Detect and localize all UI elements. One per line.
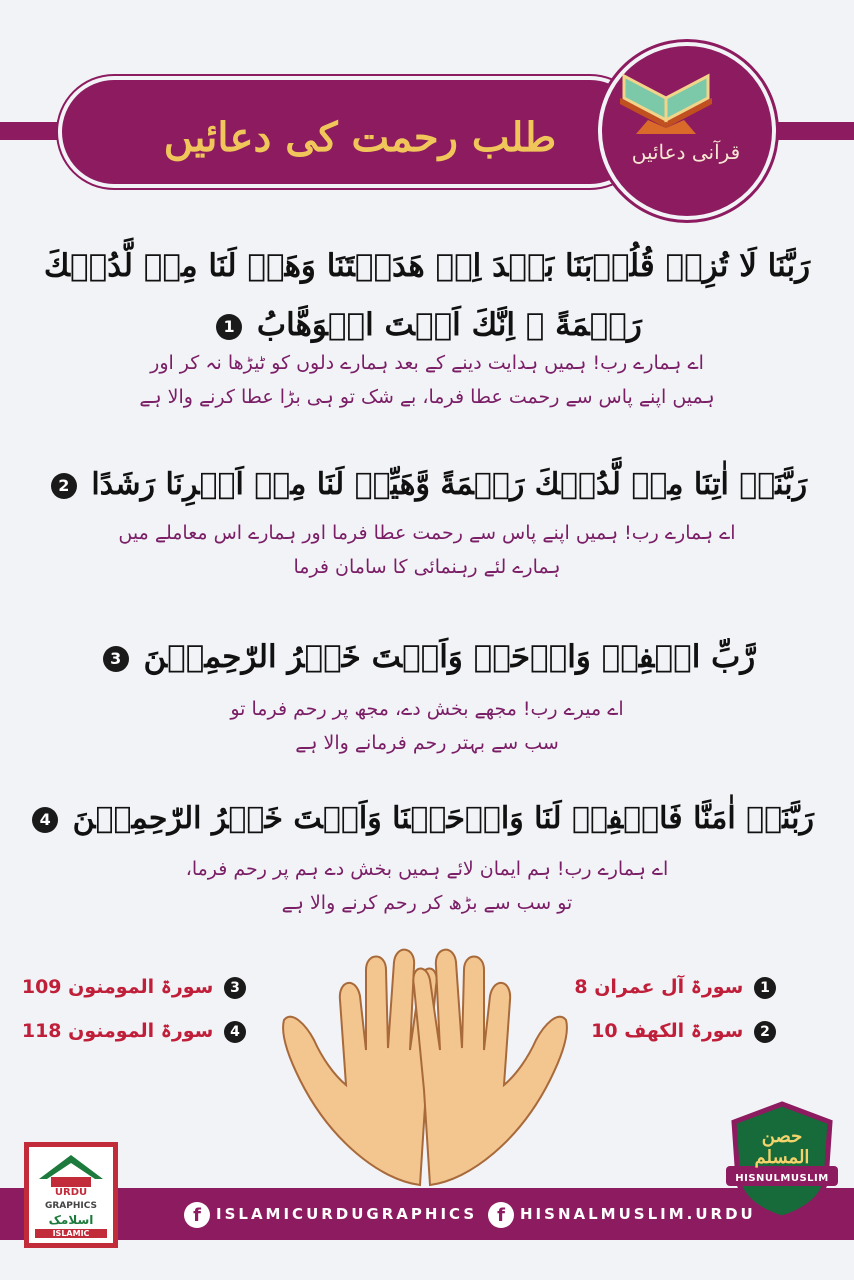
social-right-label: HISNALMUSLIM.URDU bbox=[520, 1205, 756, 1223]
logo-left-bottom: ISLAMIC bbox=[35, 1229, 107, 1238]
facebook-icon: f bbox=[184, 1202, 210, 1228]
dua-2-number: 2 bbox=[51, 473, 77, 499]
page-title: طلب رحمت کی دعائیں bbox=[163, 114, 557, 161]
reference-1-surah: سورۃ آل عمران bbox=[594, 976, 744, 998]
islamic-urdu-graphics-logo bbox=[24, 1142, 118, 1248]
logo-left-top: URDU bbox=[54, 1187, 88, 1198]
reference-3-surah: سورۃ المومنون bbox=[68, 976, 214, 998]
reference-4-number: 4 bbox=[224, 1021, 246, 1043]
dua-2-translation-line-1: اے ہمارے رب! ہمیں اپنے پاس سے رحمت عطا فرما اور ہمارے اس معاملے میں bbox=[118, 522, 736, 544]
logo-roof-icon bbox=[37, 1153, 105, 1189]
dua-3-translation-line-2: سب سے بہتر رحم فرمانے والا ہے bbox=[295, 732, 559, 754]
dua-4-translation-line-2: تو سب سے بڑھ کر رحم کرنے والا ہے bbox=[281, 892, 573, 914]
dua-4-number: 4 bbox=[32, 807, 58, 833]
dua-1-arabic-line-2 bbox=[40, 300, 814, 350]
dua-1-translation bbox=[60, 346, 794, 414]
dua-4-arabic bbox=[40, 792, 814, 846]
dua-1-translation-line-2: ہمیں اپنے پاس سے رحمت عطا فرما، بے شک تو ہی بڑا عطا کرنے والا ہے bbox=[139, 386, 715, 408]
dua-1-arabic-text: رَحۡمَةً ۚ اِنَّكَ اَنۡتَ الۡوَهَّابُ bbox=[256, 307, 642, 343]
reference-3 bbox=[21, 970, 250, 1004]
dua-4-translation bbox=[60, 852, 794, 920]
logo-left-urdu: اسلامک bbox=[48, 1213, 94, 1227]
dua-3-translation-line-1: اے میرے رب! مجھے بخش دے، مجھ پر رحم فرما تو bbox=[230, 698, 624, 720]
badge-label: قرآنی دعائیں bbox=[631, 140, 741, 164]
social-left-label: ISLAMICURDUGRAPHICS bbox=[216, 1205, 478, 1223]
facebook-link-islamicurdugraphics[interactable] bbox=[184, 1196, 477, 1232]
praying-hands-icon bbox=[270, 940, 580, 1190]
dua-2-arabic bbox=[40, 458, 814, 512]
reference-1-number: 1 bbox=[754, 977, 776, 999]
dua-2-arabic-text: رَبَّنَاۤ اٰتِنَا مِنۡ لَّدُنۡكَ رَحۡمَةً وَّهَيِّئۡ لَنَا مِنۡ اَمۡرِنَا رَشَدًا bbox=[91, 467, 808, 502]
logo-right-label: HISNULMUSLIM bbox=[735, 1173, 829, 1184]
reference-3-number: 3 bbox=[224, 977, 246, 999]
dua-1-translation-line-1: اے ہمارے رب! ہمیں ہدایت دینے کے بعد ہمارے دلوں کو ٹیڑھا نہ کر اور bbox=[150, 352, 704, 374]
dua-2-translation bbox=[60, 516, 794, 584]
dua-3-translation bbox=[60, 692, 794, 760]
reference-2 bbox=[591, 1014, 780, 1048]
facebook-link-hisnalmuslim[interactable] bbox=[488, 1196, 756, 1232]
reference-4-surah: سورۃ المومنون bbox=[68, 1020, 214, 1042]
reference-1-ayah: 8 bbox=[574, 976, 588, 998]
dua-4-translation-line-1: اے ہمارے رب! ہم ایمان لائے ہمیں بخش دے ہم پر رحم فرما، bbox=[185, 858, 669, 880]
dua-1-number: 1 bbox=[216, 314, 242, 340]
reference-3-ayah: 109 bbox=[21, 976, 62, 998]
facebook-icon: f bbox=[488, 1202, 514, 1228]
reference-1 bbox=[574, 970, 780, 1004]
quran-book-icon bbox=[614, 58, 718, 134]
reference-4-ayah: 118 bbox=[21, 1020, 62, 1042]
dua-3-arabic bbox=[40, 630, 814, 684]
dua-1-arabic-line-1: رَبَّنَا لَا تُزِغۡ قُلُوۡبَنَا بَعۡدَ اِذۡ هَدَيۡتَنَا وَهَبۡ لَنَا مِنۡ لَّدُنۡكَ bbox=[43, 248, 811, 284]
reference-2-surah: سورۃ الکھف bbox=[624, 1020, 744, 1042]
dua-3-number: 3 bbox=[103, 646, 129, 672]
logo-left-mid: GRAPHICS bbox=[44, 1201, 97, 1211]
reference-4 bbox=[21, 1014, 250, 1048]
dua-3-arabic-text: رَّبِّ اغۡفِرۡ وَارۡحَمۡ وَاَنۡتَ خَيۡرُ الرّٰحِمِيۡنَ bbox=[143, 639, 756, 675]
reference-2-ayah: 10 bbox=[591, 1020, 618, 1042]
dua-2-translation-line-2: ہمارے لئے رہنمائی کا سامان فرما bbox=[293, 556, 561, 578]
reference-2-number: 2 bbox=[754, 1021, 776, 1043]
dua-4-arabic-text: رَبَّنَاۤ اٰمَنَّا فَاغۡفِرۡ لَنَا وَارۡحَمۡنَا وَاَنۡتَ خَيۡرُ الرّٰحِمِيۡنَ bbox=[72, 801, 814, 836]
logo-right-urdu: حصن المسلم bbox=[754, 1126, 810, 1168]
